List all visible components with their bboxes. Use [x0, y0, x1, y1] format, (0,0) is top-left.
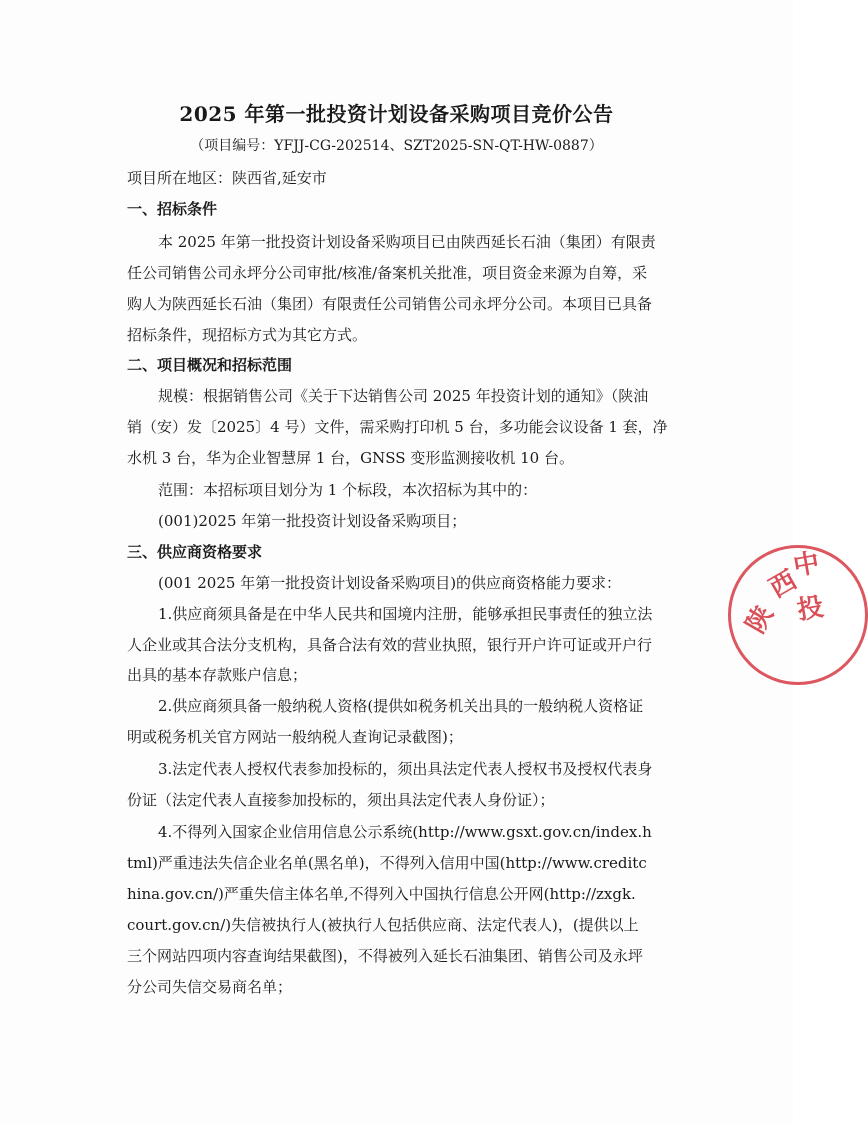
- section3-line: 4.不得列入国家企业信用信息公示系统(http://www.gsxt.gov.cn/index.h: [158, 823, 652, 841]
- seal-char: 陕: [740, 600, 780, 639]
- section2-line: 规模：根据销售公司《关于下达销售公司 2025 年投资计划的通知》（陕油: [158, 387, 649, 405]
- section1-line: 任公司销售公司永坪分公司审批/核准/备案机关批准，项目资金来源为自筹，采: [127, 264, 648, 282]
- section3-line: 人企业或其合法分支机构，具备合法有效的营业执照，银行开户许可证或开户行: [127, 636, 653, 654]
- seal-char: 中: [791, 547, 822, 582]
- section2-line: 范围：本招标项目划分为 1 个标段，本次招标为其中的：: [158, 481, 538, 499]
- section3-line: tml)严重违法失信企业名单(黑名单)，不得列入信用中国(http://www.creditc: [127, 854, 647, 872]
- section1-line: 购人为陕西延长石油（集团）有限责任公司销售公司永坪分公司。本项目已具备: [127, 295, 653, 313]
- section1-line: 招标条件，现招标方式为其它方式。: [127, 326, 368, 344]
- project-location: 项目所在地区：陕西省,延安市: [127, 169, 327, 187]
- section3-line: 出具的基本存款账户信息；: [127, 666, 308, 684]
- official-seal: [728, 545, 868, 685]
- section2-line: 销（安）发〔2025〕4 号）文件，需采购打印机 5 台，多功能会议设备 1 套，净: [127, 418, 668, 436]
- section3-line: 2.供应商须具备一般纳税人资格(提供如税务机关出具的一般纳税人资格证: [158, 697, 644, 715]
- section3-line: 分公司失信交易商名单；: [127, 978, 293, 996]
- section3-line: 3.法定代表人授权代表参加投标的，须出具法定代表人授权书及授权代表身: [158, 760, 653, 778]
- section2-line: 水机 3 台，华为企业智慧屏 1 台，GNSS 变形监测接收机 10 台。: [127, 449, 574, 467]
- section3-line: 份证（法定代表人直接参加投标的，须出具法定代表人身份证）；: [127, 791, 555, 809]
- section3-line: 1.供应商须具备是在中华人民共和国境内注册，能够承担民事责任的独立法: [158, 605, 653, 623]
- section3-line: court.gov.cn/)失信被执行人(被执行人包括供应商、法定代表人)，(提供以上: [127, 916, 639, 934]
- section3-line: 明或税务机关官方网站一般纳税人查询记录截图)；: [127, 728, 463, 746]
- section1-line: 本 2025 年第一批投资计划设备采购项目已由陕西延长石油（集团）有限责: [158, 233, 656, 251]
- section3-line: hina.gov.cn/)严重失信主体名单,不得列入中国执行信息公开网(http://zxgk.: [127, 885, 636, 903]
- seal-char: 西: [764, 565, 803, 605]
- page-title: 2025 年第一批投资计划设备采购项目竞价公告: [179, 102, 614, 126]
- section3-line: (001 2025 年第一批投资计划设备采购项目)的供应商资格能力要求：: [158, 574, 622, 592]
- seal-char: 投: [795, 591, 826, 626]
- section2-heading: 二、项目概况和招标范围: [127, 356, 293, 374]
- section2-line: (001)2025 年第一批投资计划设备采购项目；: [158, 512, 467, 530]
- section1-heading: 一、招标条件: [127, 200, 218, 218]
- section3-line: 三个网站四项内容查询结果截图)，不得被列入延长石油集团、销售公司及永坪: [127, 947, 643, 965]
- project-number: （项目编号：YFJJ-CG-202514、SZT2025-SN-QT-HW-0887）: [190, 138, 603, 154]
- section3-heading: 三、供应商资格要求: [127, 543, 263, 561]
